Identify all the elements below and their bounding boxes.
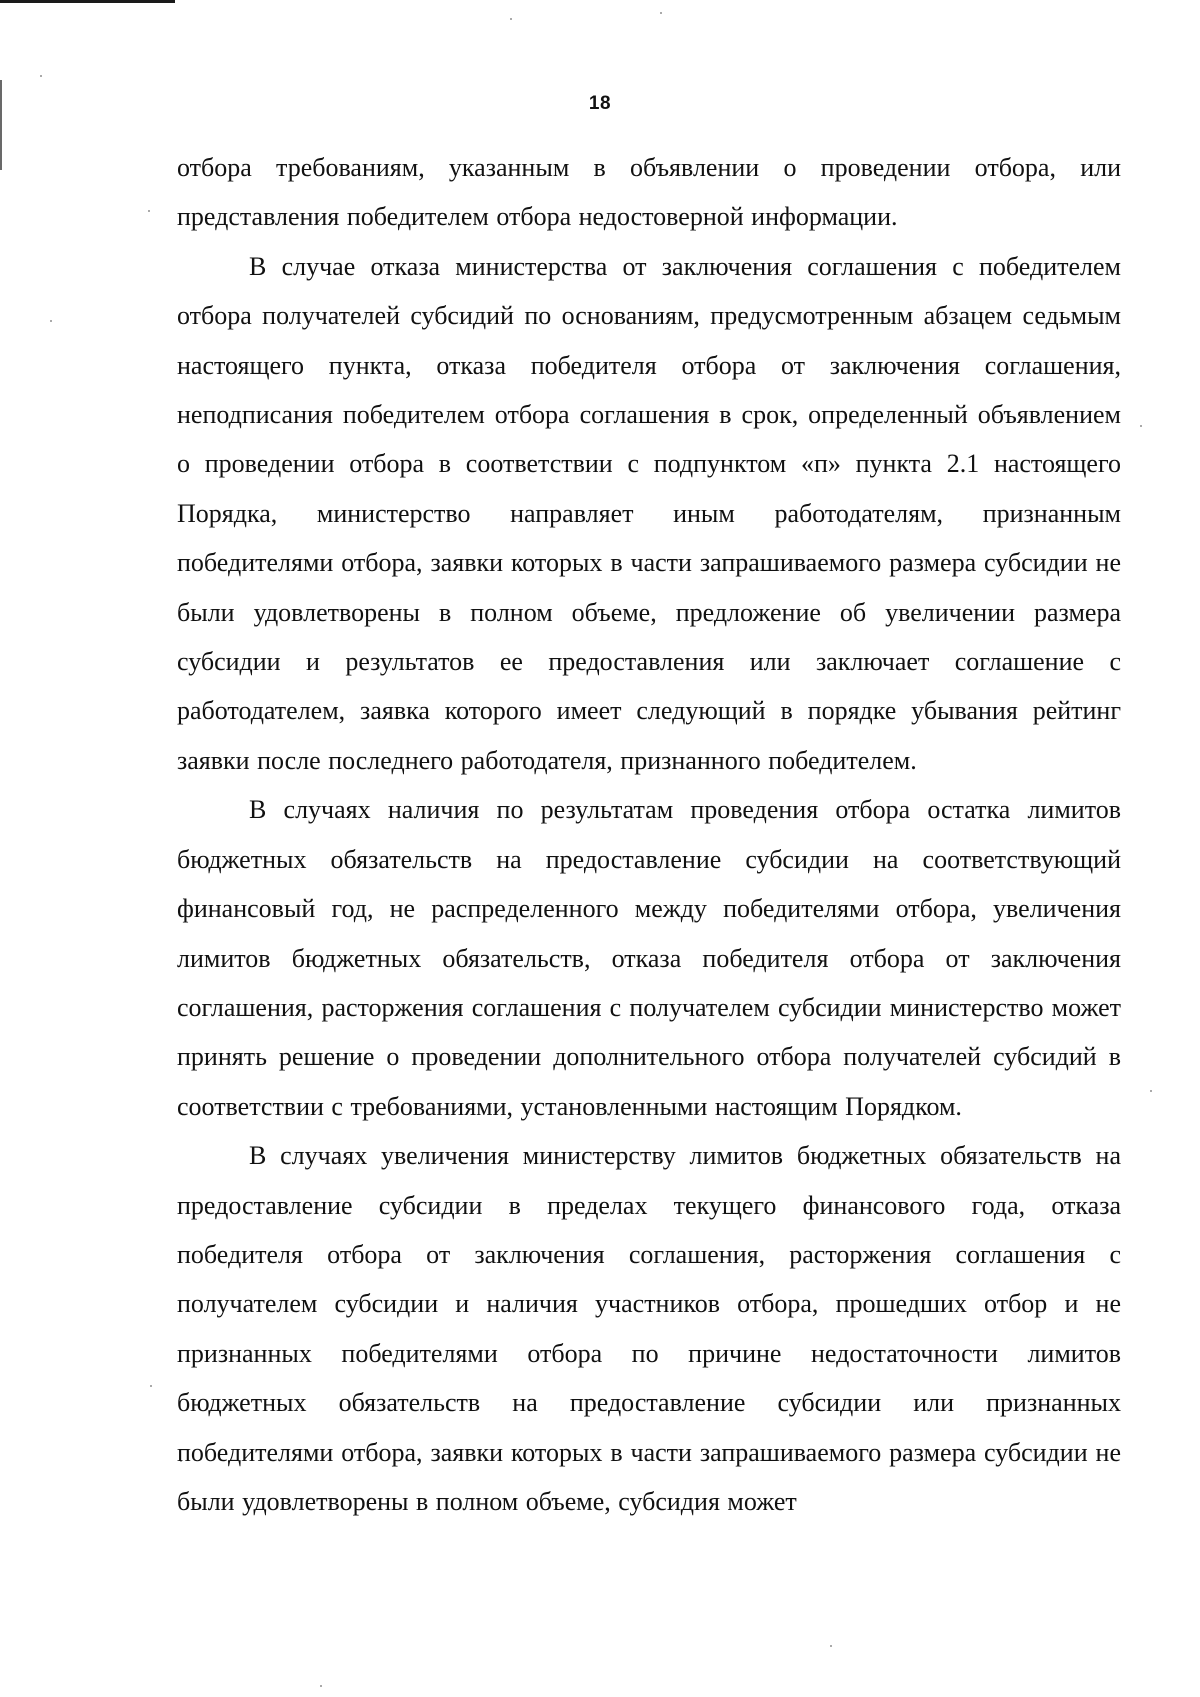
scan-speck — [1140, 425, 1142, 427]
scan-speck — [660, 12, 662, 14]
scan-speck — [320, 1685, 322, 1687]
paragraph: В случаях увеличения министерству лимитов бюджетных обязательств на предоставление субсидии в пределах текущего финансового года, отказа победителя отбора от заключения соглашения, расторжения соглашения с получателем субсидии и наличия участников отбора, прошедших отбор и не признанных победителями отбора по причине недостаточности лимитов бюджетных обязательств на предоставление субсидии или признанных победителями отбора, заявки которых в части запрашиваемого размера субсидии не были удовлетворены в полном объеме, субсидия может — [177, 1141, 1121, 1516]
scan-edge-mark — [0, 0, 175, 3]
document-body — [177, 143, 1121, 1526]
paragraph: отбора требованиям, указанным в объявлении о проведении отбора, или представления победителем отбора недостоверной информации. — [177, 153, 1121, 232]
paragraph: В случае отказа министерства от заключения соглашения с победителем отбора получателей субсидий по основаниям, предусмотренным абзацем седьмым настоящего пункта, отказа победителя отбора от заключения соглашения, неподписания победителем отбора соглашения в срок, определенный объявлением о проведении отбора в соответствии с подпунктом «п» пункта 2.1 настоящего Порядка, министерство направляет иным работодателям, признанным победителями отбора, заявки которых в части запрашиваемого размера субсидии не были удовлетворены в полном объеме, предложение об увеличении размера субсидии и результатов ее предоставления или заключает соглашение с работодателем, заявка которого имеет следующий в порядке убывания рейтинг заявки после последнего работодателя, признанного победителем. — [177, 251, 1121, 775]
scan-speck — [510, 18, 512, 20]
scan-speck — [1150, 1090, 1152, 1092]
scan-speck — [40, 75, 42, 77]
scan-speck — [150, 1385, 152, 1387]
page-number: 18 — [588, 93, 612, 114]
scan-speck — [50, 320, 52, 322]
paragraph: В случаях наличия по результатам проведения отбора остатка лимитов бюджетных обязательств на предоставление субсидии на соответствующий финансовый год, не распределенного между победителями отбора, увеличения лимитов бюджетных обязательств, отказа победителя отбора от заключения соглашения, расторжения соглашения с получателем субсидии министерство может принять решение о проведении дополнительного отбора получателей субсидий в соответствии с требованиями, установленными настоящим Порядком. — [177, 795, 1121, 1121]
scan-speck — [830, 1645, 832, 1647]
scan-speck — [148, 210, 150, 212]
